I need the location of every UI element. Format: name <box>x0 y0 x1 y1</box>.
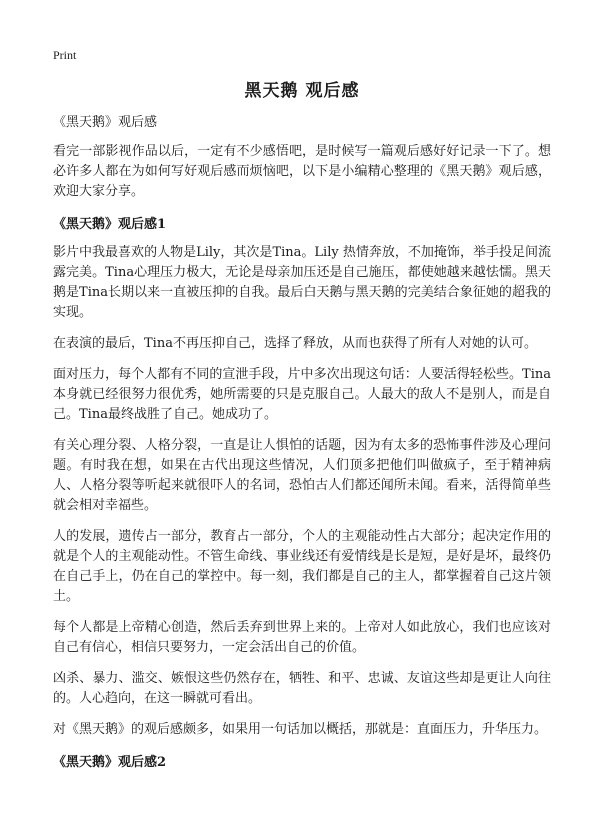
page-title: 黑天鹅 观后感 <box>244 81 360 101</box>
paragraph: 凶杀、暴力、滥交、嫉恨这些仍然存在，牺牲、和平、忠诚、友谊这些却是更让人向往的。人心趋向，在这一瞬就可看出。 <box>53 671 551 706</box>
paragraph: 对《黑天鹅》的观后感颇多，如果用一句话加以概括，那就是：直面压力，升华压力。 <box>53 722 548 737</box>
section-heading-1: 《黑天鹅》观后感1 <box>53 217 167 232</box>
paragraph: 人的发展，遗传占一部分，教育占一部分，个人的主观能动性占大部分；起决定作用的就是个人的主观能动性。不管生命线、事业线还有爱情线是长是短，是好是坏，最终仍在自己手上，仍在自己的掌控中。每一刻，我们都是自己的主人，都掌握着自己这片领土。 <box>53 529 551 604</box>
document-body <box>53 76 551 781</box>
paragraph: 影片中我最喜欢的人物是Lily，其次是Tina。Lily 热情奔放，不加掩饰，举手投足间流露完美。Tina心理压力极大，无论是母亲加压还是自己施压，都使她越来越怯懦。黑天鹅是Tina长期以来一直被压抑的自我。最后白天鹅与黑天鹅的完美结合象征她的超我的实现。 <box>53 245 551 320</box>
paragraph: 每个人都是上帝精心创造，然后丢弃到世界上来的。上帝对人如此放心，我们也应该对自己有信心，相信只要努力，一定会活出自己的价值。 <box>53 620 551 655</box>
print-link[interactable]: Print <box>53 48 77 62</box>
paragraph: 在表演的最后，Tina不再压抑自己，选择了释放，从而也获得了所有人对她的认可。 <box>53 336 537 351</box>
document-subtitle: 《黑天鹅》观后感 <box>53 115 158 130</box>
paragraph: 面对压力，每个人都有不同的宣泄手段，片中多次出现这句话：人要活得轻松些。Tina本身就已经很努力很优秀，她所需要的只是克服自己。人最大的敌人不是别人，而是自己。Tina最终战胜了自己。她成功了。 <box>53 367 551 422</box>
intro-paragraph: 看完一部影视作品以后，一定有不少感悟吧，是时候写一篇观后感好好记录一下了。想必许多人都在为如何写好观后感而烦恼吧，以下是小编精心整理的《黑天鹅》观后感，欢迎大家分享。 <box>53 144 551 199</box>
section-heading-2: 《黑天鹅》观后感2 <box>53 755 167 770</box>
paragraph: 有关心理分裂、人格分裂，一直是让人惧怕的话题，因为有太多的恐怖事件涉及心理问题。有时我在想，如果在古代出现这些情况，人们顶多把他们叫做疯子，至于精神病人、人格分裂等听起来就很吓人的名词，恐怕古人们都还闻所未闻。看来，活得简单些就会相对幸福些。 <box>53 438 551 513</box>
